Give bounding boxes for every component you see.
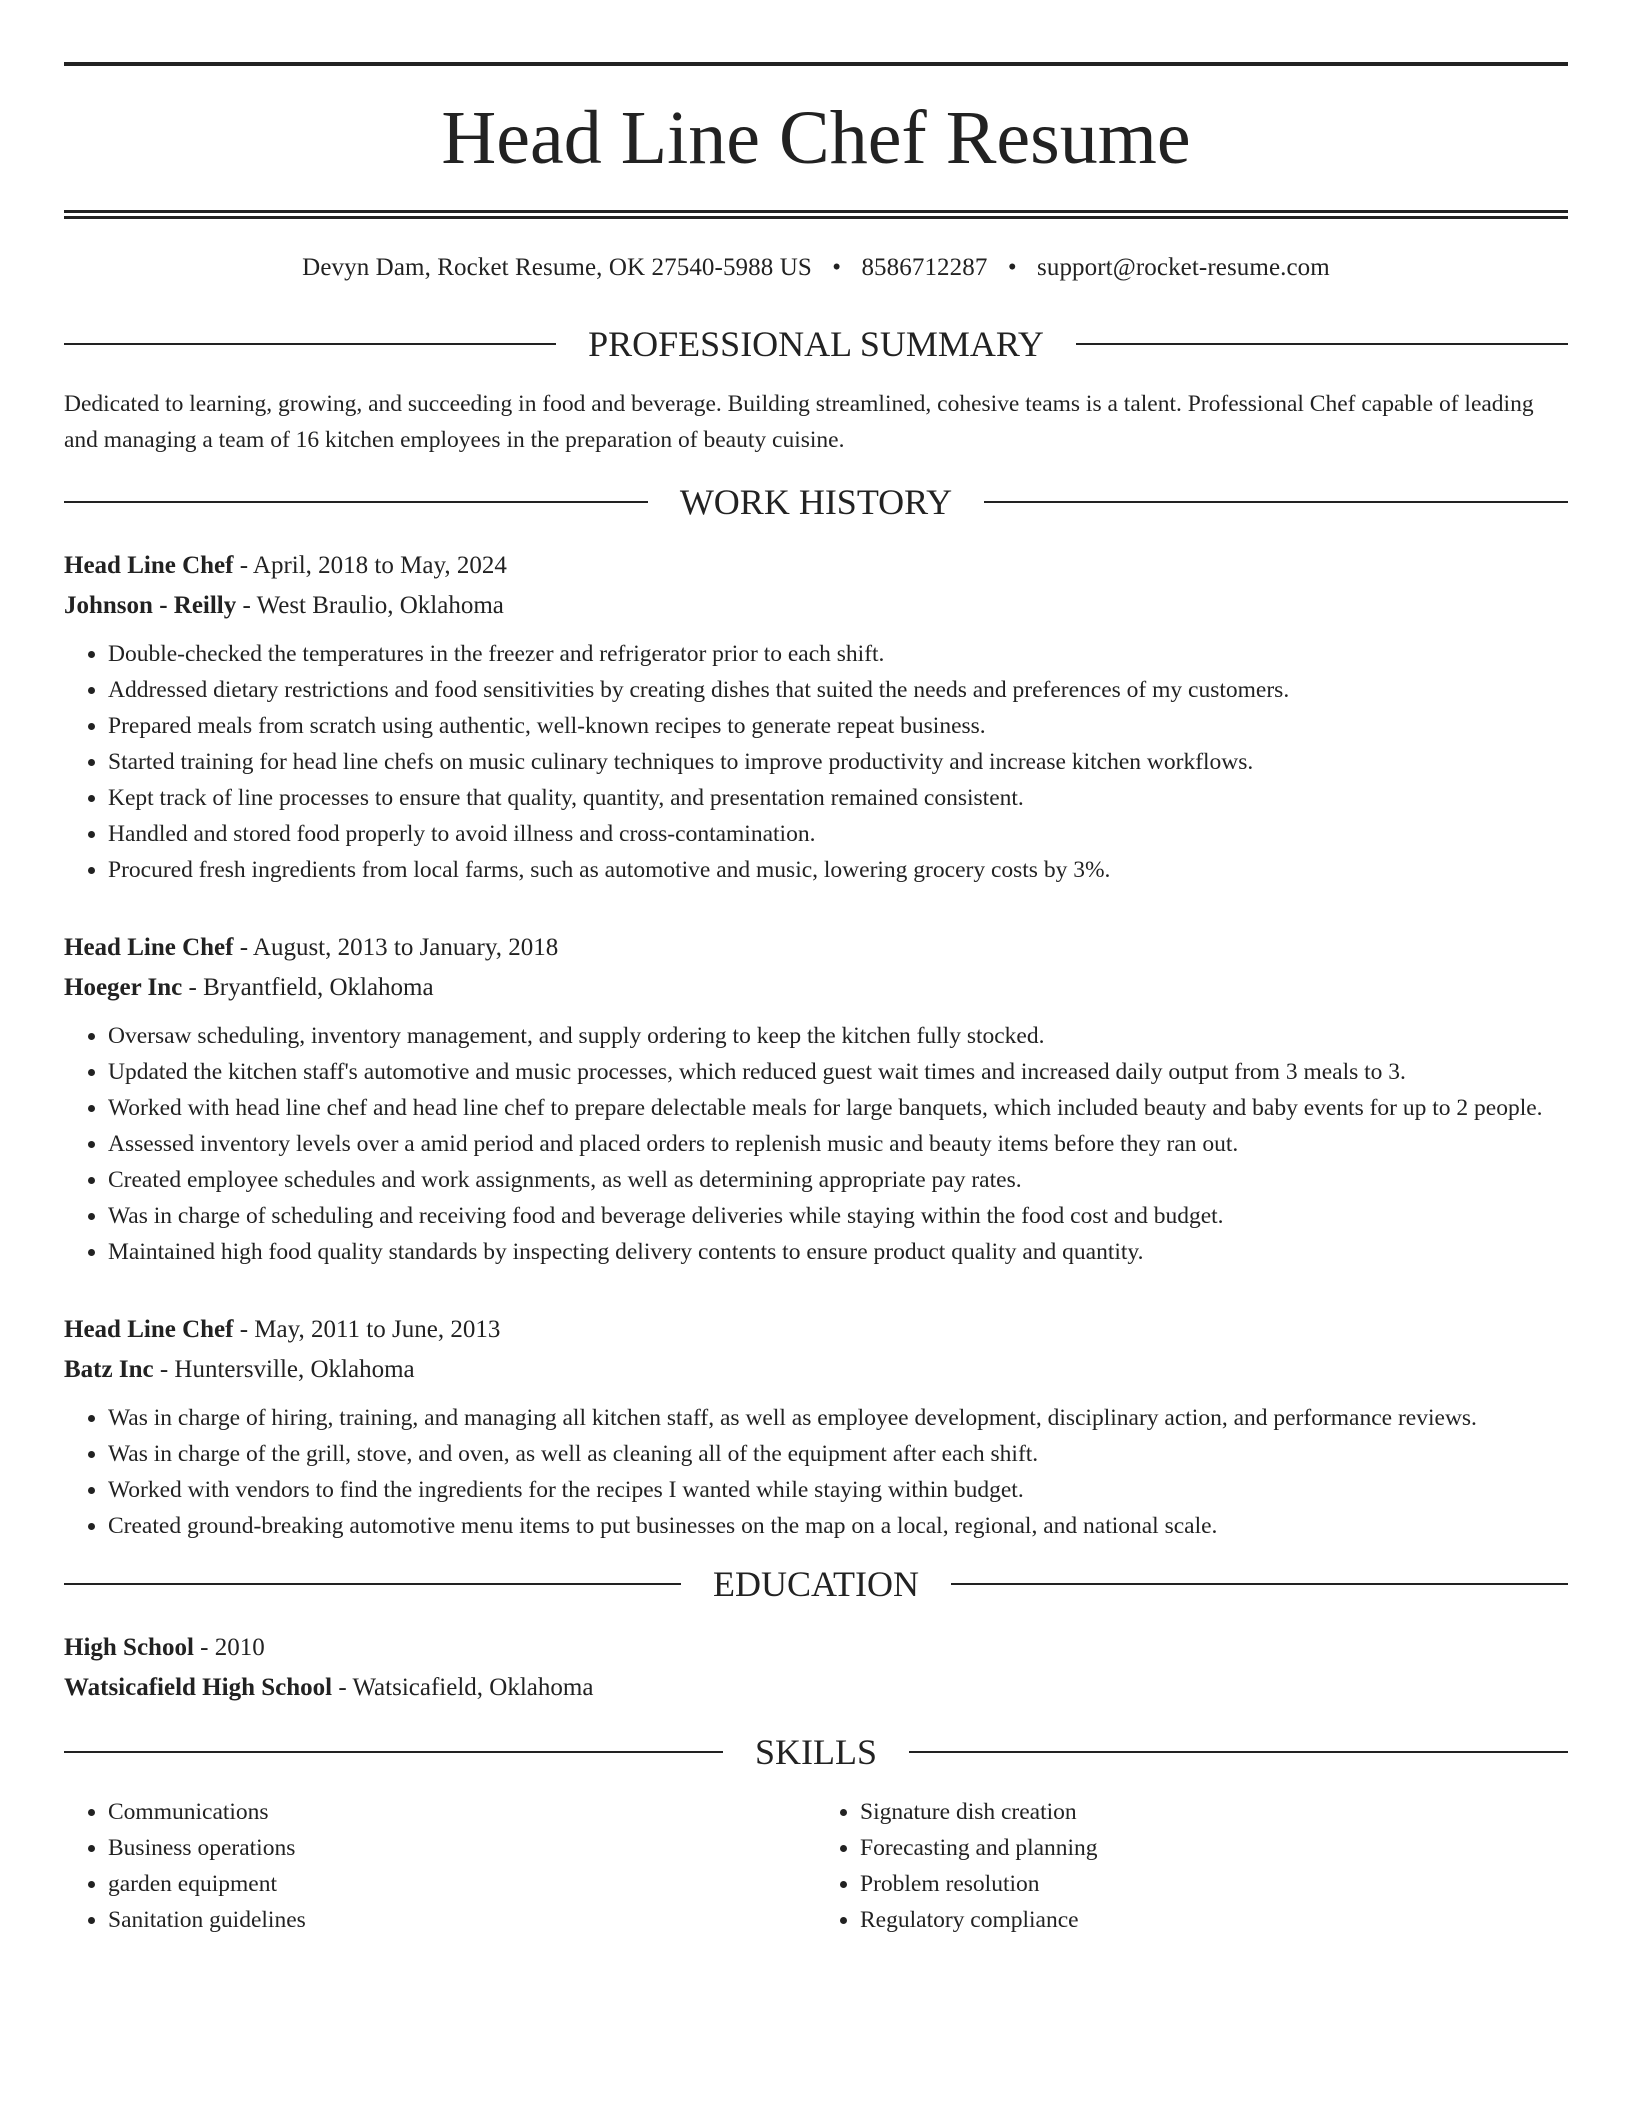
- job-dates: - May, 2011 to June, 2013: [233, 1316, 501, 1343]
- job-company: Johnson - Reilly: [64, 592, 237, 619]
- job-bullet: • Worked with vendors to find the ingredients for the recipes I wanted while staying within budget.: [108, 1472, 1568, 1508]
- job-bullet: • Assessed inventory levels over a amid period and placed orders to replenish music and beauty items before they ran out.: [108, 1126, 1568, 1162]
- education-school-line: [64, 1668, 1568, 1708]
- job-location: - Huntersville, Oklahoma: [153, 1356, 415, 1383]
- title-double-rule: [64, 210, 1568, 219]
- education-degree: High School: [64, 1634, 194, 1661]
- job-bullet: • Prepared meals from scratch using authentic, well-known recipes to generate repeat business.: [108, 708, 1568, 744]
- job-dates: - April, 2018 to May, 2024: [233, 552, 507, 579]
- job-bullet: • Updated the kitchen staff's automotive and music processes, which reduced guest wait times and increased daily output from 3 meals to 3.: [108, 1054, 1568, 1090]
- section-heading-work-history: [64, 484, 1568, 520]
- job-bullet: • Was in charge of the grill, stove, and oven, as well as cleaning all of the equipment after each shift.: [108, 1436, 1568, 1472]
- heading-rule: [64, 501, 648, 503]
- job-company-line: [64, 1350, 1568, 1390]
- job-entry: [64, 546, 1568, 888]
- job-bullet: • Created ground-breaking automotive menu items to put businesses on the map on a local, regional, and national scale.: [108, 1508, 1568, 1544]
- education-year: - 2010: [193, 1634, 265, 1661]
- contact-separator: •: [1007, 254, 1017, 281]
- job-title: Head Line Chef: [64, 552, 234, 579]
- heading-rule: [909, 1751, 1568, 1753]
- skill-item: • Forecasting and planning: [860, 1830, 1568, 1866]
- job-entry: [64, 928, 1568, 1270]
- job-title-line: [64, 928, 1568, 968]
- job-bullet: • Oversaw scheduling, inventory management, and supply ordering to keep the kitchen fully stocked.: [108, 1018, 1568, 1054]
- job-entry: [64, 1310, 1568, 1544]
- education-school: Watsicafield High School: [64, 1674, 333, 1701]
- heading-rule: [1076, 343, 1568, 345]
- skill-item: • Problem resolution: [860, 1866, 1568, 1902]
- section-heading-summary: [64, 326, 1568, 362]
- job-title-line: [64, 546, 1568, 586]
- skill-item: • garden equipment: [108, 1866, 816, 1902]
- section-title: EDUCATION: [713, 1564, 919, 1604]
- heading-rule: [64, 1583, 681, 1585]
- job-bullets: [64, 1018, 1568, 1270]
- job-location: - Bryantfield, Oklahoma: [182, 974, 434, 1001]
- contact-address: Devyn Dam, Rocket Resume, OK 27540-5988 US: [302, 254, 812, 281]
- resume-title: Head Line Chef Resume: [441, 96, 1191, 180]
- education-location: - Watsicafield, Oklahoma: [332, 1674, 594, 1701]
- job-title: Head Line Chef: [64, 934, 234, 961]
- job-bullet: • Was in charge of hiring, training, and managing all kitchen staff, as well as employee development, disciplinary action, and performance reviews.: [108, 1400, 1568, 1436]
- job-bullet: • Created employee schedules and work assignments, as well as determining appropriate pay rates.: [108, 1162, 1568, 1198]
- heading-rule: [64, 343, 556, 345]
- skills-list: [64, 1794, 1568, 1938]
- skill-item: • Sanitation guidelines: [108, 1902, 816, 1938]
- section-title: PROFESSIONAL SUMMARY: [588, 324, 1044, 364]
- job-bullet: • Kept track of line processes to ensure that quality, quantity, and presentation remained consistent.: [108, 780, 1568, 816]
- skill-item: • Business operations: [108, 1830, 816, 1866]
- job-bullet: • Worked with head line chef and head line chef to prepare delectable meals for large banquets, which included beauty and baby events for up to 2 people.: [108, 1090, 1568, 1126]
- heading-rule: [984, 501, 1568, 503]
- job-company: Batz Inc: [64, 1356, 154, 1383]
- job-bullets: [64, 1400, 1568, 1544]
- job-bullet: • Addressed dietary restrictions and food sensitivities by creating dishes that suited the needs and preferences of my customers.: [108, 672, 1568, 708]
- job-company-line: [64, 586, 1568, 626]
- job-title: Head Line Chef: [64, 1316, 234, 1343]
- section-title: WORK HISTORY: [679, 482, 953, 522]
- job-company-line: [64, 968, 1568, 1008]
- job-bullet: • Double-checked the temperatures in the freezer and refrigerator prior to each shift.: [108, 636, 1568, 672]
- heading-rule: [951, 1583, 1568, 1585]
- skill-item: • Signature dish creation: [860, 1794, 1568, 1830]
- contact-email: support@rocket-resume.com: [1037, 254, 1330, 281]
- summary-text: Dedicated to learning, growing, and succeeding in food and beverage. Building streamlined, cohesive teams is a talent. Professional Chef capable of leading and managing a team of 16 kitchen employees in the preparation of beauty cuisine.: [64, 391, 1534, 453]
- job-bullet: • Procured fresh ingredients from local farms, such as automotive and music, lowering grocery costs by 3%.: [108, 852, 1568, 888]
- job-bullet: • Started training for head line chefs on music culinary techniques to improve productivity and increase kitchen workflows.: [108, 744, 1568, 780]
- contact-phone: 8586712287: [861, 254, 988, 281]
- contact-line: [64, 255, 1568, 280]
- job-dates: - August, 2013 to January, 2018: [233, 934, 559, 961]
- job-bullet: • Maintained high food quality standards by inspecting delivery contents to ensure product quality and quantity.: [108, 1234, 1568, 1270]
- job-company: Hoeger Inc: [64, 974, 183, 1001]
- skill-item: • Communications: [108, 1794, 816, 1830]
- section-title: SKILLS: [755, 1732, 878, 1772]
- section-heading-education: [64, 1566, 1568, 1602]
- top-rule: [64, 62, 1568, 66]
- job-bullet: • Was in charge of scheduling and receiving food and beverage deliveries while staying within the food cost and budget.: [108, 1198, 1568, 1234]
- education-entry: [64, 1628, 1568, 1708]
- job-bullets: [64, 636, 1568, 888]
- job-title-line: [64, 1310, 1568, 1350]
- heading-rule: [64, 1751, 723, 1753]
- job-bullet: • Handled and stored food properly to avoid illness and cross-contamination.: [108, 816, 1568, 852]
- section-heading-skills: [64, 1734, 1568, 1770]
- skills-column-right: [816, 1794, 1568, 1938]
- skill-item: • Regulatory compliance: [860, 1902, 1568, 1938]
- skills-column-left: [64, 1794, 816, 1938]
- job-location: - West Braulio, Oklahoma: [236, 592, 504, 619]
- contact-separator: •: [832, 254, 842, 281]
- education-degree-line: [64, 1628, 1568, 1668]
